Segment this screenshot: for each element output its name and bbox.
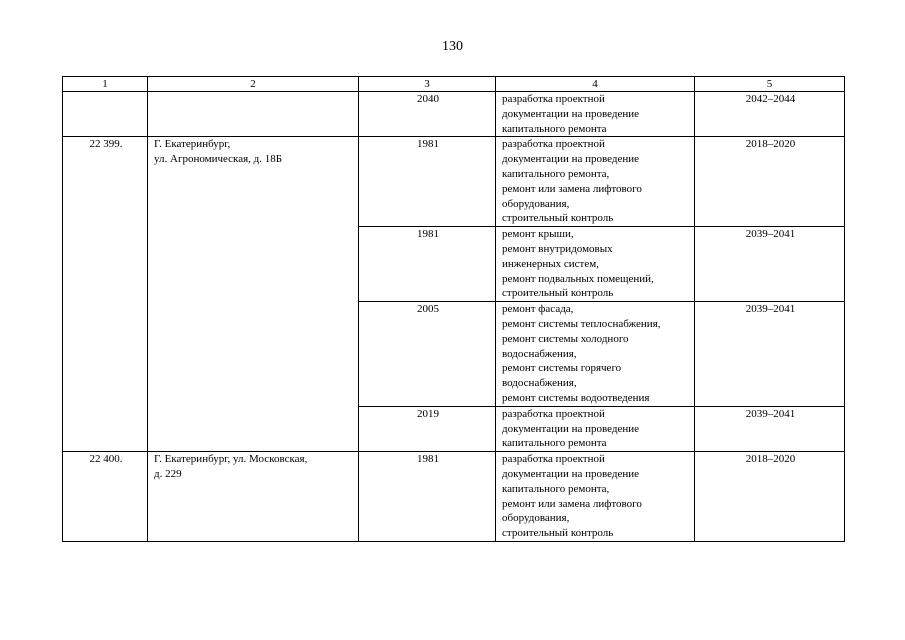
table-row [63, 137, 845, 227]
table-row [63, 92, 845, 137]
works-cell: ремонт фасада, ремонт системы теплоснабжения, ремонт системы холодного водоснабжения, ремонт системы горячего водоснабжения, ремонт системы водоотведения [496, 302, 695, 407]
capital-repair-table [62, 76, 845, 542]
works-cell: разработка проектной документации на проведение капитального ремонта, ремонт или замена лифтового оборудования, строительный контроль [496, 452, 695, 542]
year-cell: 1981 [359, 452, 496, 542]
header-col-4: 4 [496, 77, 695, 92]
header-col-5: 5 [695, 77, 845, 92]
period-cell: 2039–2041 [695, 302, 845, 407]
header-row [63, 77, 845, 92]
header-col-3: 3 [359, 77, 496, 92]
works-cell: разработка проектной документации на проведение капитального ремонта [496, 92, 695, 137]
period-cell: 2018–2020 [695, 452, 845, 542]
address-cell [148, 92, 359, 137]
year-cell: 1981 [359, 137, 496, 227]
period-cell: 2018–2020 [695, 137, 845, 227]
works-cell: ремонт крыши, ремонт внутридомовых инженерных систем, ремонт подвальных помещений, строительный контроль [496, 227, 695, 302]
period-cell: 2042–2044 [695, 92, 845, 137]
works-cell: разработка проектной документации на проведение капитального ремонта, ремонт или замена лифтового оборудования, строительный контроль [496, 137, 695, 227]
row-number [63, 92, 148, 137]
period-cell: 2039–2041 [695, 227, 845, 302]
year-cell: 1981 [359, 227, 496, 302]
period-cell: 2039–2041 [695, 406, 845, 451]
row-number: 22 399. [63, 137, 148, 452]
year-cell: 2005 [359, 302, 496, 407]
works-cell: разработка проектной документации на проведение капитального ремонта [496, 406, 695, 451]
year-cell: 2019 [359, 406, 496, 451]
page-number: 130 [442, 39, 463, 54]
year-cell: 2040 [359, 92, 496, 137]
table-row [63, 452, 845, 542]
address-cell: Г. Екатеринбург, ул. Агрономическая, д. 18Б [148, 137, 359, 452]
row-number: 22 400. [63, 452, 148, 542]
header-col-2: 2 [148, 77, 359, 92]
address-cell: Г. Екатеринбург, ул. Московская, д. 229 [148, 452, 359, 542]
header-col-1: 1 [63, 77, 148, 92]
